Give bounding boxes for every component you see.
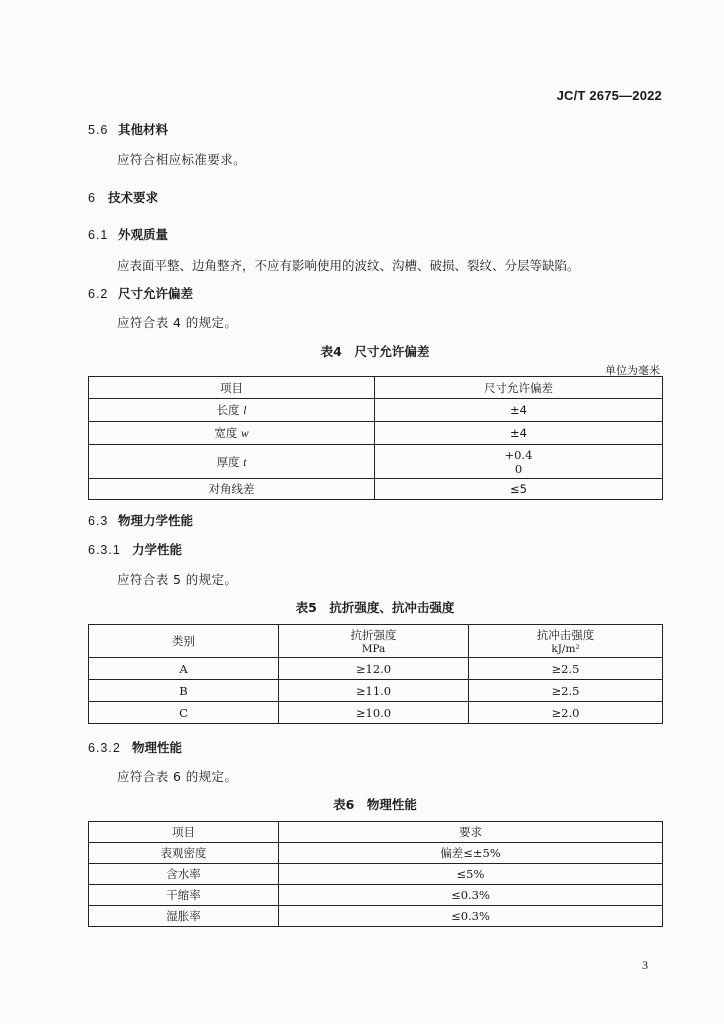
table-6-caption: 表6 物理性能 <box>333 797 417 812</box>
section-text-6-3-1: 应符合表 5 的规定。 <box>117 572 238 587</box>
value-cell <box>375 445 663 479</box>
section-heading-6 <box>88 188 158 206</box>
table-row <box>89 906 663 927</box>
upper-tolerance: +0.4 <box>504 447 533 462</box>
item-cell: 表观密度 <box>89 843 279 864</box>
value-cell: ≤0.3% <box>279 885 663 906</box>
section-heading-6-3 <box>88 511 193 529</box>
section-number: 6.1 <box>88 228 109 242</box>
table-row <box>89 864 663 885</box>
section-text-6-1: 应表面平整、边角整齐，不应有影响使用的波纹、沟槽、破损、裂纹、分层等缺陷。 <box>117 258 580 273</box>
item-cell: 宽度 w <box>89 422 375 445</box>
table-4-caption: 表4 尺寸允许偏差 <box>320 344 430 359</box>
table-header-row <box>89 822 663 843</box>
column-header: 项目 <box>89 822 279 843</box>
column-header: 类别 <box>89 625 279 658</box>
section-heading-6-3-2 <box>88 738 182 756</box>
section-number: 6.3.1 <box>88 543 121 557</box>
section-title: 物理性能 <box>132 740 183 755</box>
item-cell: 长度 l <box>89 399 375 422</box>
table-row <box>89 680 663 702</box>
table-4-unit: 单位为毫米 <box>605 364 660 377</box>
section-text-6-3-2: 应符合表 6 的规定。 <box>117 769 238 784</box>
page-number: 3 <box>642 958 648 972</box>
section-heading-6-1 <box>88 225 168 243</box>
section-number: 6.2 <box>88 287 109 301</box>
item-cell: 含水率 <box>89 864 279 885</box>
column-header: 尺寸允许偏差 <box>375 377 663 399</box>
section-number: 6 <box>88 191 96 205</box>
table-row <box>89 422 663 445</box>
section-heading-6-2 <box>88 284 193 302</box>
table-6 <box>88 821 663 927</box>
table-4 <box>88 376 663 500</box>
section-number: 6.3.2 <box>88 741 121 755</box>
section-heading-6-3-1 <box>88 540 182 558</box>
column-header: 抗冲击强度 kJ/m² <box>469 625 663 658</box>
lower-tolerance: 0 <box>514 461 523 476</box>
value-cell: ≥2.5 <box>469 680 663 702</box>
value-cell: ±4 <box>375 399 663 422</box>
table-5-caption: 表5 抗折强度、抗冲击强度 <box>295 600 455 615</box>
value-cell: ≥2.5 <box>469 658 663 680</box>
unit-label: MPa <box>361 643 386 655</box>
section-text-5-6: 应符合相应标准要求。 <box>117 152 247 167</box>
column-header: 抗折强度 MPa <box>279 625 469 658</box>
item-cell: 干缩率 <box>89 885 279 906</box>
value-cell: ≤5 <box>375 479 663 500</box>
category-cell: A <box>89 658 279 680</box>
section-title: 力学性能 <box>132 542 183 557</box>
section-number: 5.6 <box>88 123 109 137</box>
section-text-6-2: 应符合表 4 的规定。 <box>117 315 238 330</box>
section-heading-5-6 <box>88 120 168 138</box>
table-5 <box>88 624 663 724</box>
value-cell: ≥11.0 <box>279 680 469 702</box>
table-row <box>89 885 663 906</box>
section-title: 物理力学性能 <box>118 513 194 528</box>
section-title: 其他材料 <box>118 122 169 137</box>
category-cell: C <box>89 702 279 724</box>
table-header-row <box>89 377 663 399</box>
value-cell: ≤5% <box>279 864 663 885</box>
category-cell: B <box>89 680 279 702</box>
item-cell: 厚度 t <box>89 445 375 479</box>
section-title: 外观质量 <box>118 227 169 242</box>
value-cell: 偏差≤±5% <box>279 843 663 864</box>
value-cell: ≥10.0 <box>279 702 469 724</box>
table-row <box>89 445 663 479</box>
section-title: 技术要求 <box>108 190 159 205</box>
standard-code: JC/T 2675—2022 <box>556 88 662 103</box>
item-cell: 湿胀率 <box>89 906 279 927</box>
table-row <box>89 479 663 500</box>
column-header: 项目 <box>89 377 375 399</box>
value-cell: ≤0.3% <box>279 906 663 927</box>
value-cell: ±4 <box>375 422 663 445</box>
table-header-row <box>89 625 663 658</box>
table-row <box>89 658 663 680</box>
table-row <box>89 843 663 864</box>
table-row <box>89 702 663 724</box>
value-cell: ≥12.0 <box>279 658 469 680</box>
section-number: 6.3 <box>88 514 109 528</box>
unit-label: kJ/m² <box>551 643 580 655</box>
value-cell: ≥2.0 <box>469 702 663 724</box>
table-row <box>89 399 663 422</box>
column-header: 要求 <box>279 822 663 843</box>
item-cell: 对角线差 <box>89 479 375 500</box>
section-title: 尺寸允许偏差 <box>118 286 194 301</box>
